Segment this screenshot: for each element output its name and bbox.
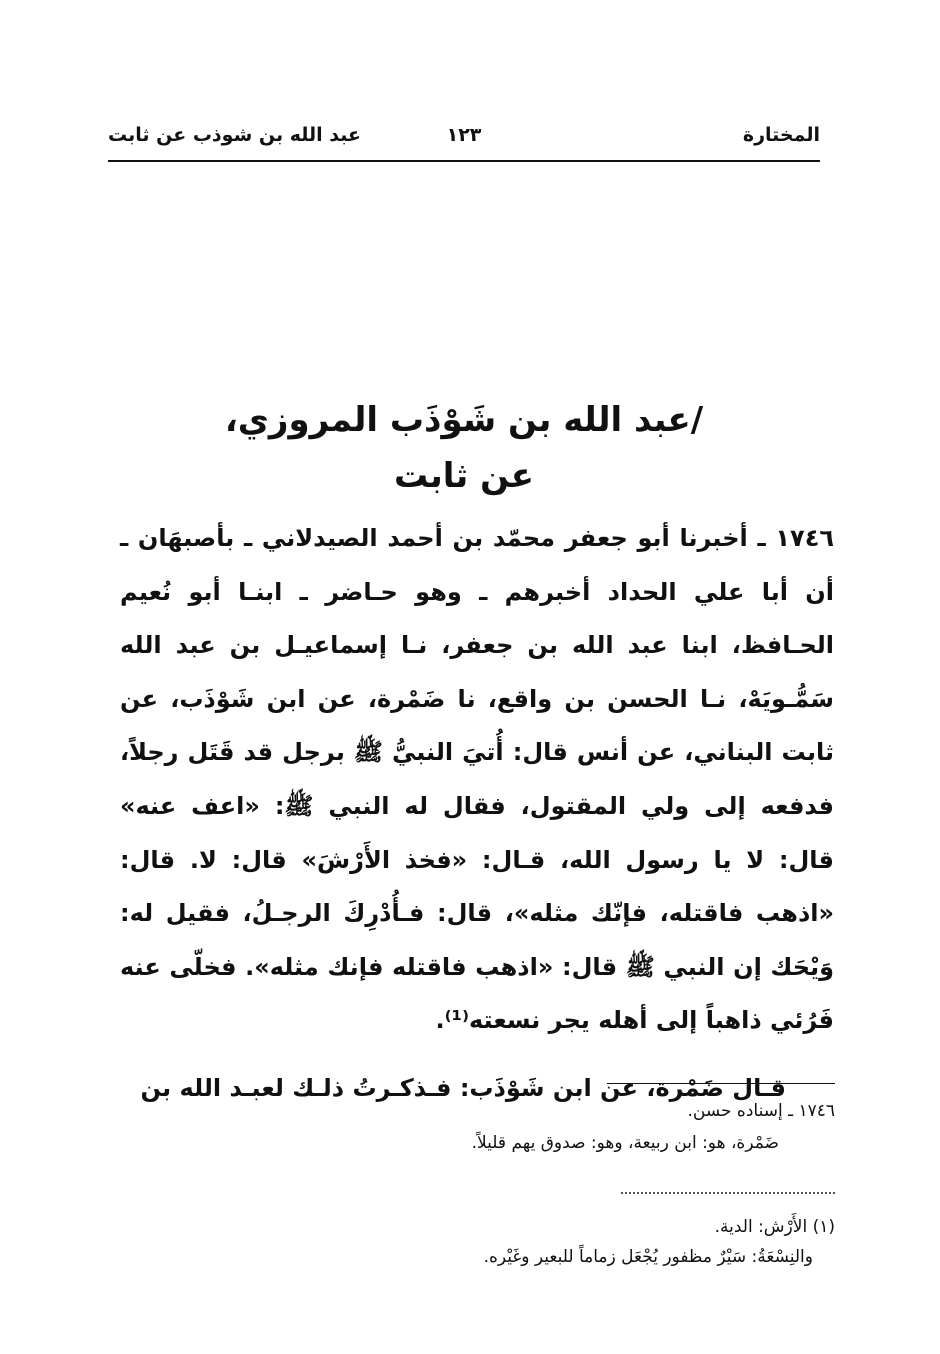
footnote-line: (١) الأَرْش: الدية. <box>714 1217 835 1237</box>
dotted-separator <box>621 1192 835 1194</box>
running-header <box>108 118 820 158</box>
section-title: عبد الله بن شوذب عن ثابت <box>108 124 361 146</box>
footnote-rule <box>607 1083 835 1084</box>
page-number: ١٢٣ <box>446 124 482 146</box>
continuation-paragraph: قـال ضَمْرة، عن ابن شَوْذَب: فـذكـرتُ ذلـك لعبـد الله بن <box>140 1073 786 1102</box>
source-notes <box>235 1095 835 1159</box>
hadith-paragraph: ١٧٤٦ ـ أخبرنا أبو جعفر محمّد بن أحمد الصيدلاني ـ بأصبهَان ـ أن أبا علي الحداد أخبرهم ـ وهو حـاضر ـ ابنـا أبو نُعيم الحـافظ، ابنا عبد الله بن جعفر، نـا إسماعيـل بن عبد الله سَمُّـويَهْ، نـا الحسن بن واقع، نا ضَمْرة، عن ابن شَوْذَب، عن ثابت البناني، عن أنس قال: أُتيَ النبيُّ ﷺ برجل قد قَتَل رجلاً، فدفعه إلى ولي المقتول، فقال له النبي ﷺ: «اعف عنه» قال: لا يا رسول الله، قـال: «فخذ الأَرْشَ» قال: لا. قال: «اذهب فاقتله، فإنّك مثله»، قال: فـأُدْرِكَ الرجـلُ، فقيل له: وَيْحَك إن النبي ﷺ قال: «اذهب فاقتله فإنك مثله». فخلّى عنه فَرُئي ذاهباً إلى أهله يجر نسعته⁽¹⁾. <box>120 524 834 1035</box>
footnote-line: والنِسْعَةُ: سَيْرٌ مظفور يُجْعَل زماماً للبعير وغَيْره. <box>483 1247 813 1267</box>
header-rule <box>108 160 820 162</box>
footnotes <box>235 1212 835 1272</box>
source-note-line: ١٧٤٦ ـ إسناده حسن. <box>687 1101 835 1121</box>
chapter-title-line1: /عبد الله بن شَوْذَب المروزي، <box>224 400 704 440</box>
book-title: المختارة <box>742 124 820 146</box>
source-note-line: ضَمْرة، هو: ابن ربيعة، وهو: صدوق يهم قليلاً. <box>471 1133 779 1153</box>
body-text <box>120 512 834 1116</box>
chapter-title <box>108 392 820 504</box>
chapter-title-line2: عن ثابت <box>394 456 534 496</box>
